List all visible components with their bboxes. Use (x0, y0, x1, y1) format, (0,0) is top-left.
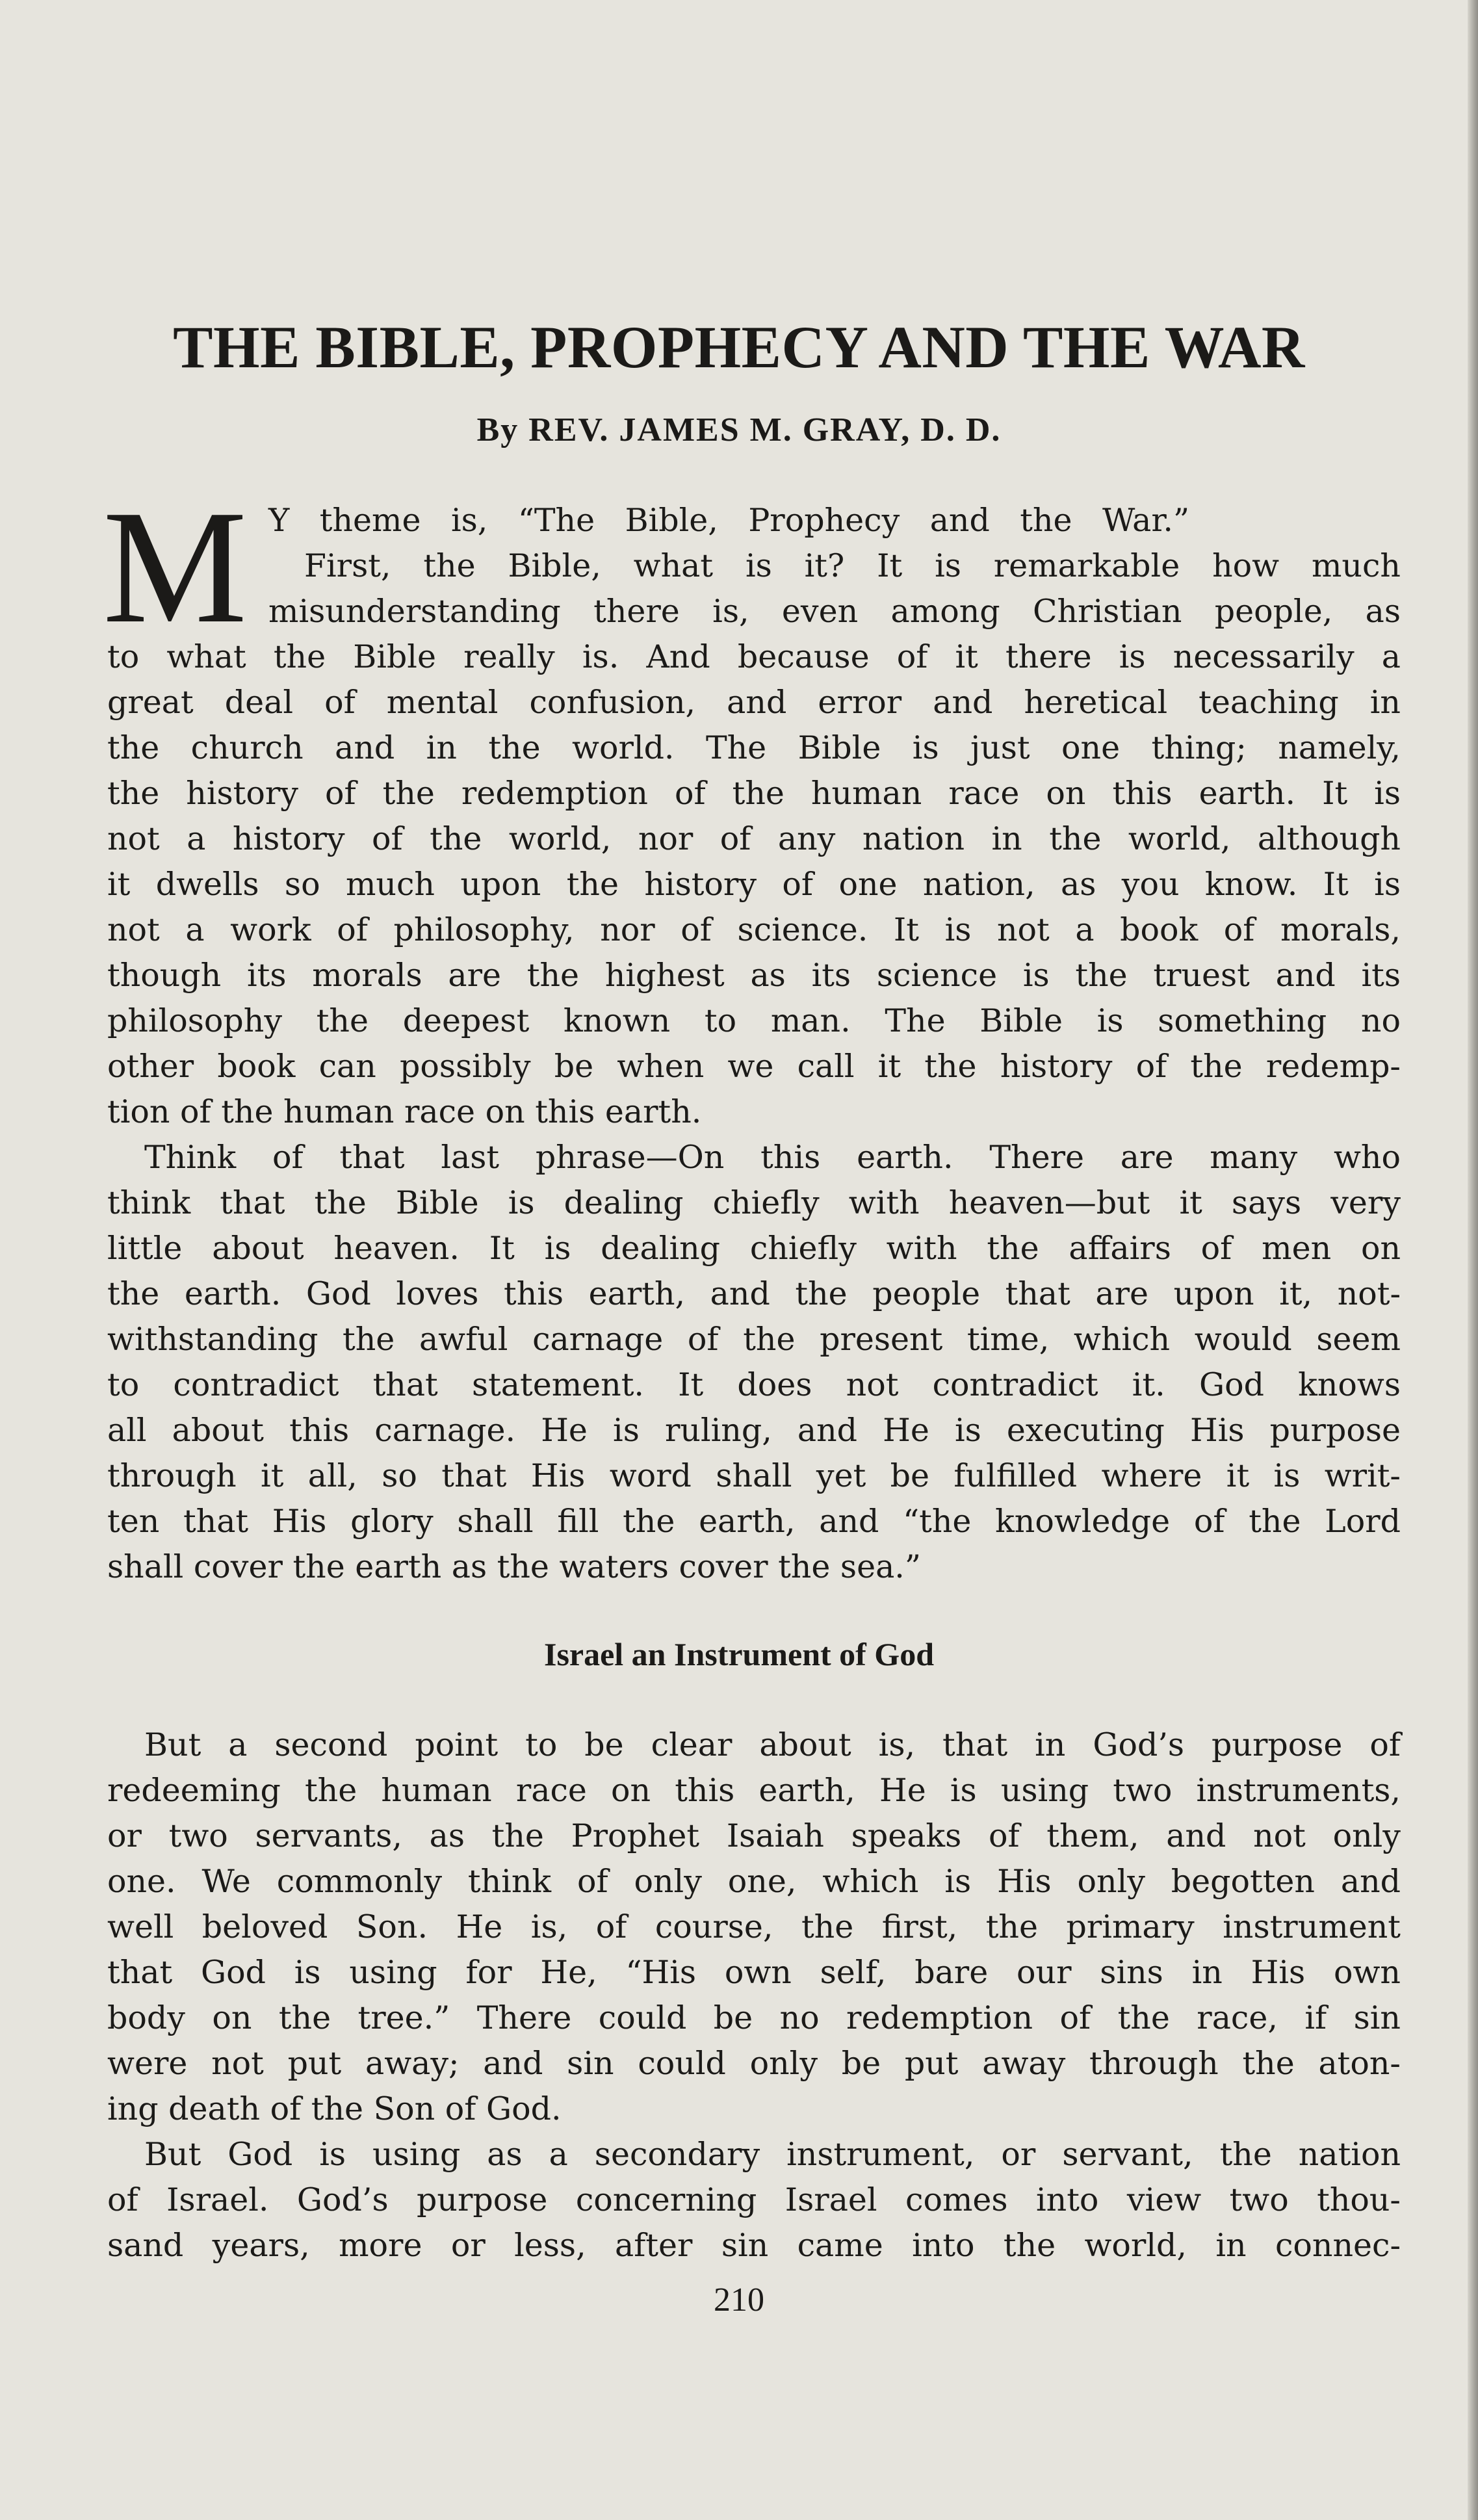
text-line: ten that His glory shall fill the earth, and “the knowledge of the Lord (107, 1503, 1401, 1540)
text-line: were not put away; and sin could only be put away through the aton- (107, 2045, 1401, 2082)
page-number: 210 (714, 2281, 764, 2319)
text-line: body on the tree.” There could be no redemption of the race, if sin (107, 1999, 1401, 2036)
text-line: all about this carnage. He is ruling, and He is executing His purpose (107, 1412, 1401, 1449)
text-line: redeeming the human race on this earth, He is using two instruments, (107, 1772, 1401, 1809)
text-line: tion of the human race on this earth. (107, 1093, 702, 1130)
text-line: not a work of philosophy, nor of science. It is not a book of morals, (107, 911, 1401, 948)
text-line: misunderstanding there is, even among Christian people, as (268, 593, 1401, 630)
text-line: First, the Bible, what is it? It is remarkable how much (304, 547, 1401, 584)
text-line: the church and in the world. The Bible is just one thing; namely, (107, 729, 1401, 766)
text-line: think that the Bible is dealing chiefly with heaven—but it says very (107, 1184, 1401, 1221)
text-line: well beloved Son. He is, of course, the first, the primary instrument (107, 1908, 1401, 1945)
text-line: But a second point to be clear about is, that in God’s purpose of (144, 1726, 1401, 1763)
text-line: that God is using for He, “His own self, bare our sins in His own (107, 1954, 1401, 1991)
text-line: of Israel. God’s purpose concerning Israel comes into view two thou- (107, 2181, 1401, 2218)
text-line: ing death of the Son of God. (107, 2090, 562, 2127)
text-line: But God is using as a secondary instrument, or servant, the nation (144, 2136, 1401, 2173)
section-heading: Israel an Instrument of God (543, 1636, 935, 1672)
text-line: one. We commonly think of only one, which is His only begotten and (107, 1863, 1401, 1900)
text-line: sand years, more or less, after sin came into the world, in connec- (107, 2227, 1401, 2264)
text-line: little about heaven. It is dealing chiefly with the affairs of men on (107, 1230, 1401, 1267)
text-line: shall cover the earth as the waters cover the sea.” (107, 1548, 921, 1585)
text-line: philosophy the deepest known to man. The Bible is something no (107, 1002, 1401, 1039)
text-line: the earth. God loves this earth, and the people that are upon it, not- (107, 1275, 1401, 1312)
text-line: to what the Bible really is. And because of it there is necessarily a (107, 638, 1401, 675)
page-edge (1468, 0, 1478, 2520)
text-line: great deal of mental confusion, and error and heretical teaching in (107, 684, 1401, 721)
text-line: through it all, so that His word shall yet be fulfilled where it is writ- (107, 1457, 1401, 1494)
text-line: withstanding the awful carnage of the present time, which would seem (107, 1321, 1401, 1358)
drop-cap: M (103, 477, 248, 657)
article-title: THE BIBLE, PROPHECY AND THE WAR (173, 314, 1305, 380)
text-line: it dwells so much upon the history of one nation, as you know. It is (107, 866, 1401, 903)
text-line: Think of that last phrase—On this earth. There are many who (144, 1139, 1401, 1176)
article-byline: By REV. JAMES M. GRAY, D. D. (476, 411, 1002, 448)
text-line: other book can possibly be when we call it the history of the redemp- (107, 1048, 1401, 1085)
text-line: though its morals are the highest as its science is the truest and its (107, 957, 1401, 994)
text-line: the history of the redemption of the human race on this earth. It is (107, 775, 1401, 812)
text-line: to contradict that statement. It does not contradict it. God knows (107, 1366, 1401, 1403)
text-line: Y theme is, “The Bible, Prophecy and the War.” (268, 502, 1189, 539)
text-line: not a history of the world, nor of any nation in the world, although (107, 820, 1401, 857)
text-line: or two servants, as the Prophet Isaiah speaks of them, and not only (107, 1817, 1401, 1854)
